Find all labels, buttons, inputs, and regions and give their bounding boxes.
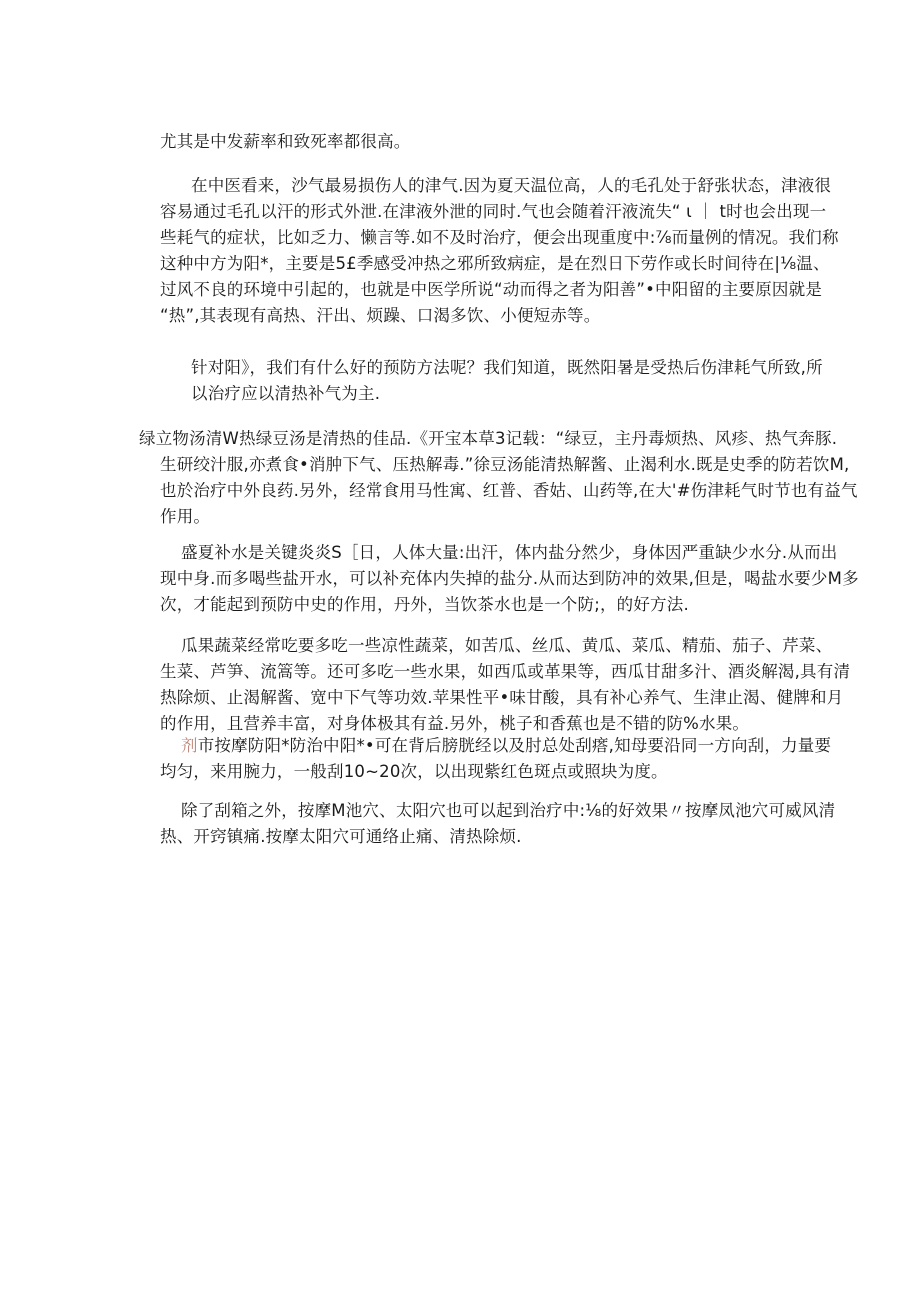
- text-line: 瓜果蔬菜经常吃要多吃一些凉性蔬菜，如苦瓜、丝瓜、黄瓜、菜瓜、精茄、茄子、芹菜、: [181, 636, 833, 655]
- text-line: 除了刮箱之外，按摩M池穴、太阳穴也可以起到治疗中:⅛的好效果〃按摩凤池穴可威风清: [181, 801, 836, 820]
- text-line: 针对阳》，我们有什么好的预防方法呢？我们知道，既然阳暑是受热后伤津耗气所致,所: [191, 358, 823, 377]
- text-line: [139, 733, 831, 759]
- text-line: 生菜、芦笋、流篙等。还可多吃一些水果，如西瓜或革果等，西瓜甘甜多汁、酒炎解渴,具有清: [160, 662, 851, 681]
- text-line: 热除烦、止渴解酱、宽中下气等功效.苹果性平•味甘酸，具有补心养气、生津止渴、健牌和月: [160, 688, 844, 707]
- paragraph-water-intake: [139, 540, 859, 618]
- paragraph-continuation: [160, 129, 411, 155]
- text-line: 绿立物汤清W热绿豆汤是清热的佳品.《开宝本草3记载：“绿豆，主丹毒烦热、风疹、热气奔豚.: [139, 429, 838, 448]
- text-line: 的作用，且营养丰富，对身体极其有益.另外，桃子和香蕉也是不错的防%水果。: [160, 714, 750, 733]
- paragraph-prevention-intro: [139, 355, 823, 407]
- text-line: 也於治疗中外良药.另外，经常食用马性寓、红普、香姑、山药等,在大'#伤津耗气时节也有益气: [160, 481, 858, 500]
- text-line: 生研绞汁服,亦煮食•消肿下气、压热解毒.”徐豆汤能清热解酱、止渴利水.既是史季的防若饮M,: [160, 455, 850, 474]
- text-fragment: 市按摩防阳*防治中阳*•可在背后膀胱经以及肘总处刮瘩,知母要沿同一方向刮，力量要: [197, 736, 832, 755]
- text-line: 现中身.而多喝些盐开水，可以补充体内失掉的盐分.从而达到防冲的效果,但是，喝盐水要少M多: [160, 569, 859, 588]
- text-line: 些耗气的症状，比如乏力、懒言等.如不及时治疗，便会出现重度中:⅞而量例的情况。我们称: [160, 228, 839, 247]
- text-line: 均匀，来用腕力，一般刮10~20次，以出现紫红色斑点或照块为度。: [160, 762, 668, 781]
- text-line: 在中医看来，沙气最易损伤人的津气.因为夏天温位高，人的毛孔处于舒张状态，津液很: [191, 176, 832, 195]
- text-line: 次，才能起到预防中史的作用，丹外，当饮茶水也是一个防;，的好方法.: [160, 595, 689, 614]
- paragraph-mung-bean-soup: [139, 426, 858, 530]
- text-line: 容易通过毛孔以汗的形式外泄.在津液外泄的同时.气也会随着汗液流失“ ι ｜ t时也会出现一: [160, 202, 827, 221]
- text-line: 盛夏补水是关键炎炎S［日，人体大量:出汗，体内盐分然少，身体因严重缺少水分.从而出: [181, 543, 838, 562]
- accent-character: 剂: [181, 736, 198, 755]
- text-line: 作用。: [160, 507, 211, 526]
- paragraph-acupoint-massage: [139, 798, 835, 850]
- paragraph-fruits-vegetables: [139, 633, 850, 737]
- paragraph-scraping-massage: [139, 733, 831, 785]
- paragraph-tcm-view: [139, 173, 839, 329]
- text-line: “热”,其表现有高热、汗出、烦躁、口渴多饮、小便短赤等。: [160, 306, 601, 325]
- text-line: 这种中方为阳*，主要是5£季感受冲热之邪所致病症，是在烈日下劳作或长时间待在|⅛温、: [160, 254, 830, 273]
- text-line: 热、开窍镇痛.按摩太阳穴可通络止痛、清热除烦.: [160, 827, 522, 846]
- text-line: 尤其是中发薪率和致死率都很高。: [160, 132, 411, 151]
- text-line: 过风不良的环境中引起的，也就是中医学所说“动而得之者为阳善”•中阳留的主要原因就是: [160, 280, 823, 299]
- text-line: 以治疗应以清热补气为主.: [191, 384, 381, 403]
